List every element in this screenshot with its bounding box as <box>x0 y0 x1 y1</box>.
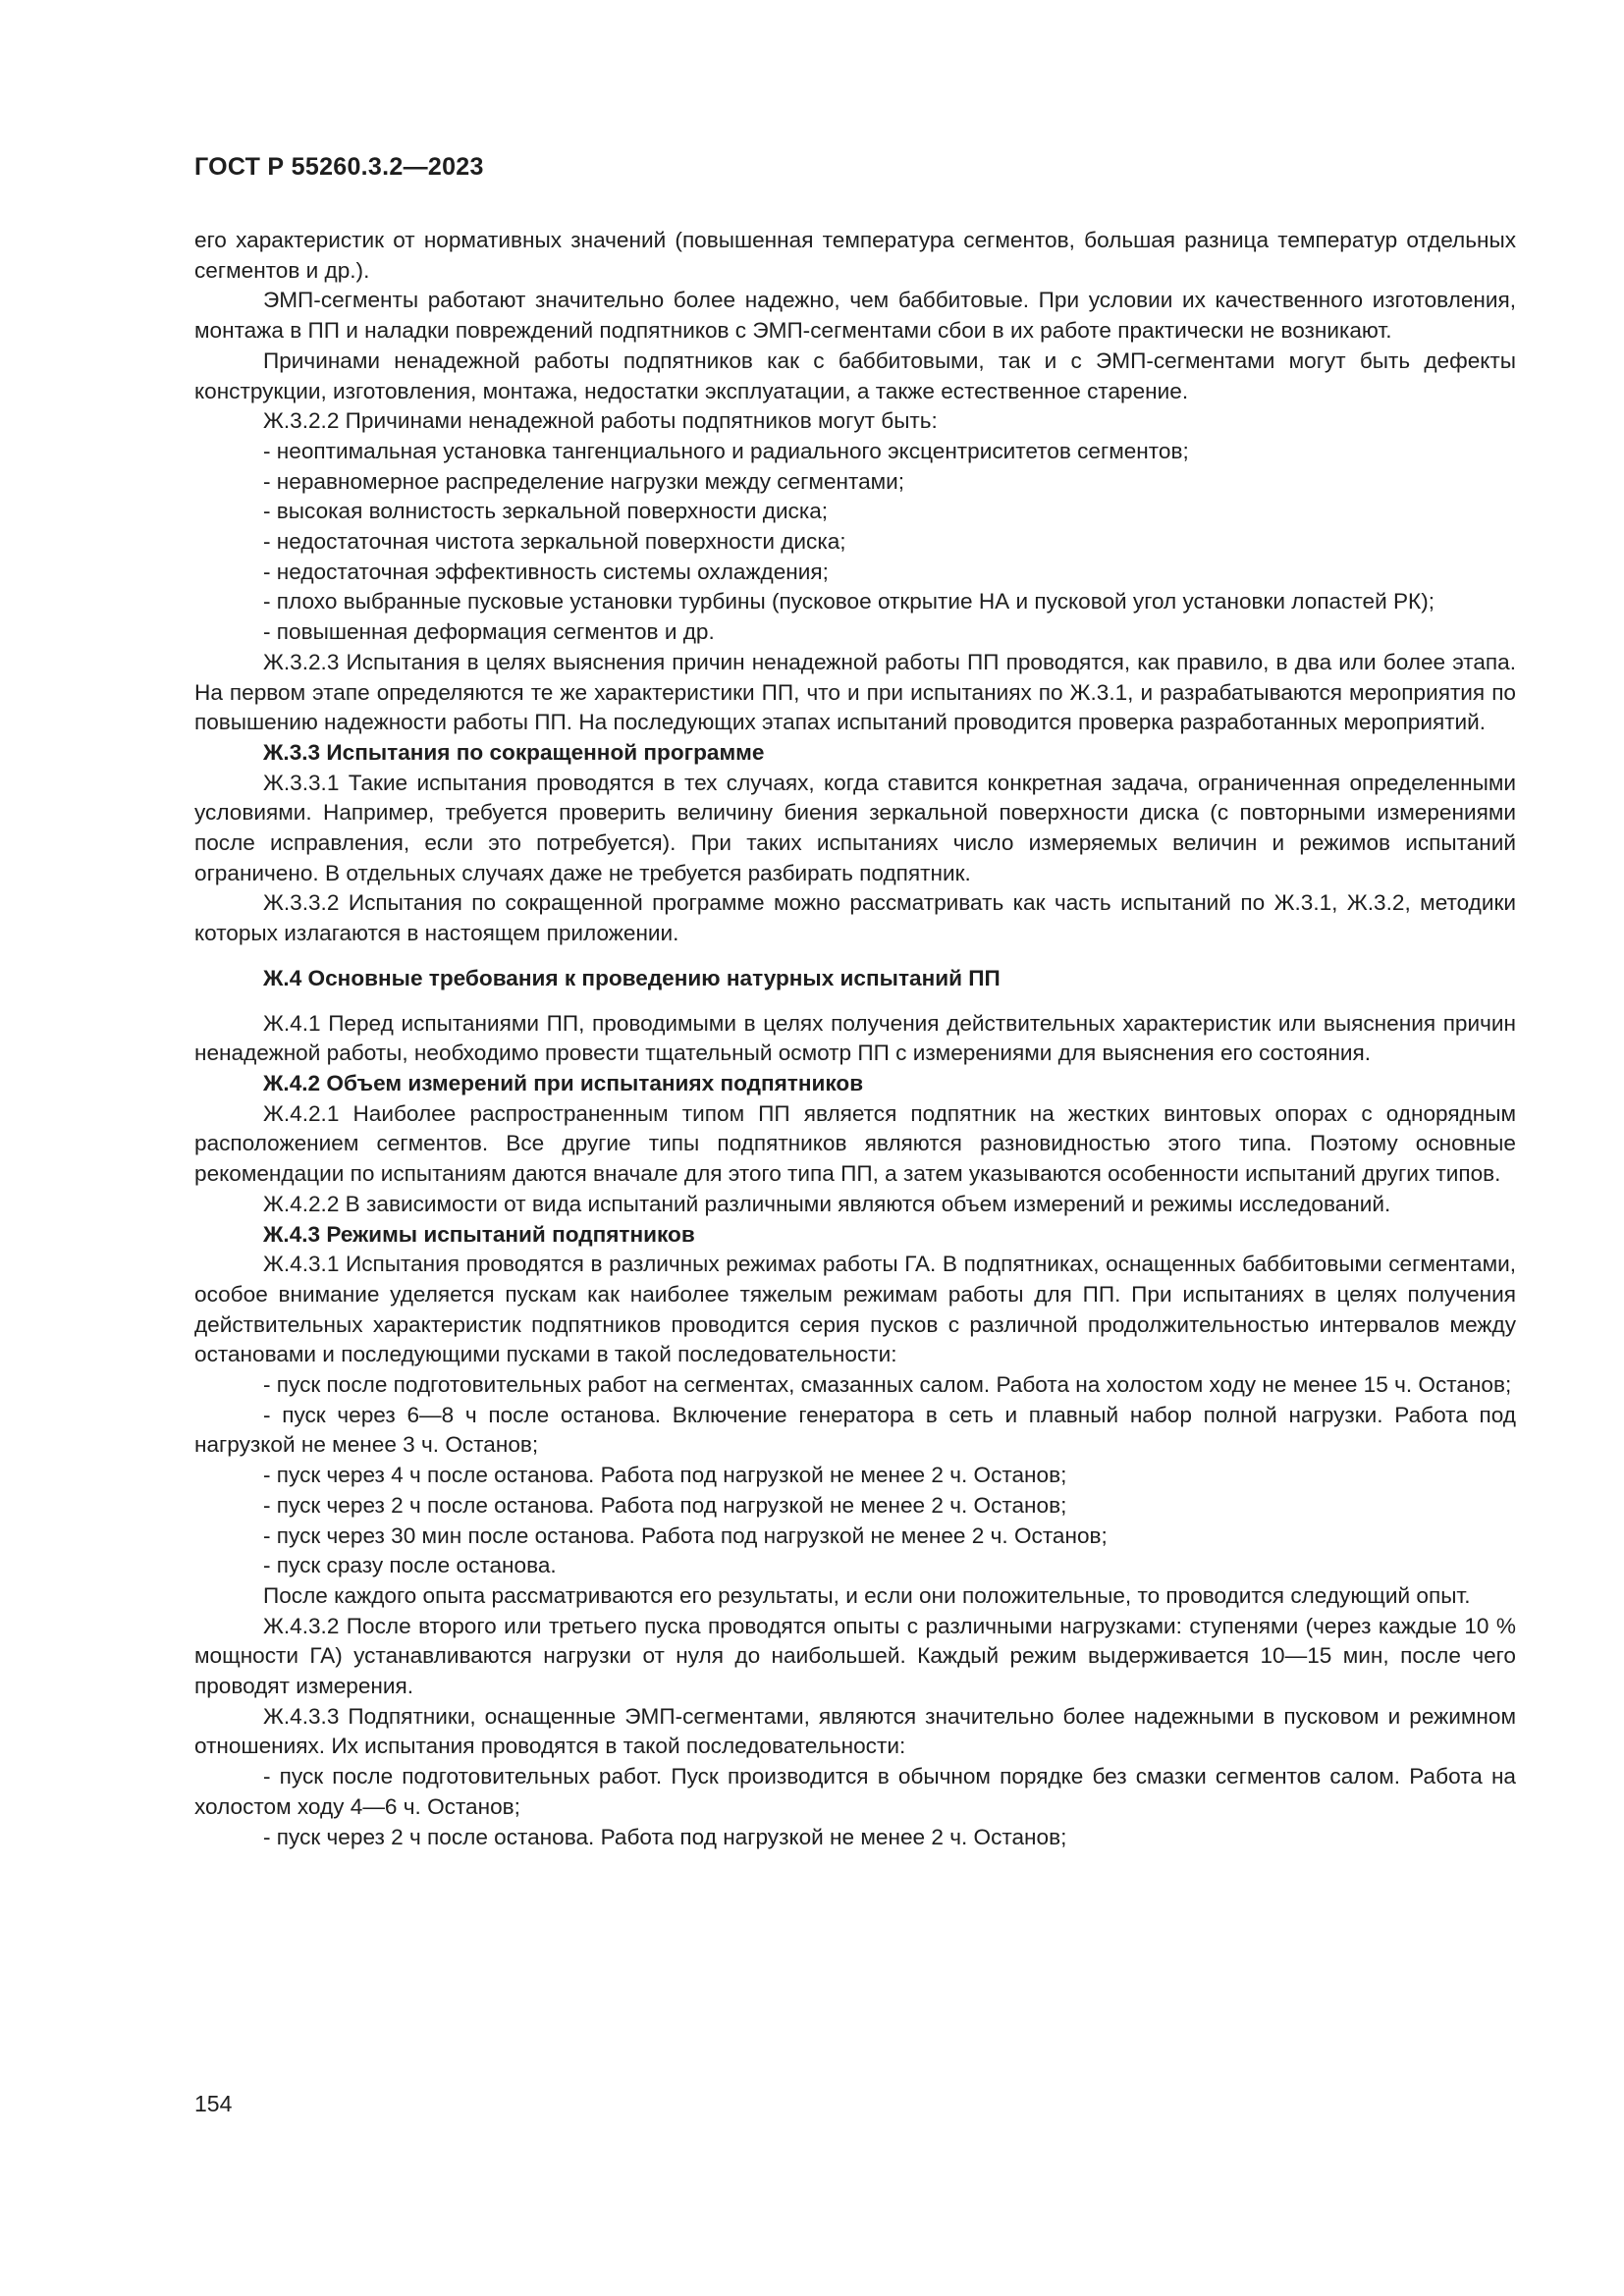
list-item: - неоптимальная установка тангенциального и радиального эксцентриситетов сегментов; <box>263 438 1189 463</box>
clause-zh-3-3-1: Ж.3.3.1 Такие испытания проводятся в тех случаях, когда ставится конкретная задача, ограниченная определенными условиями. Например, требуется проверить величину биения зеркальной поверхности диска (с повторными измерениями после исправления, если это потребуется). При таких испытаниях число измеряемых величин и режимов испытаний ограничено. В отдельных случаях даже не требуется разбирать подпятник. <box>194 770 1516 885</box>
list-item: - плохо выбранные пусковые установки турбины (пусковое открытие НА и пусковой угол установки лопастей РК); <box>263 589 1435 614</box>
document-code-header: ГОСТ Р 55260.3.2—2023 <box>194 153 484 181</box>
list-item: - пуск через 4 ч после останова. Работа под нагрузкой не менее 2 ч. Останов; <box>263 1463 1067 1488</box>
clause-zh-4-2-1: Ж.4.2.1 Наиболее распространенным типом ПП является подпятник на жестких винтовых опорах с однорядным расположением сегментов. Все другие типы подпятников являются разновидностью этого типа. Поэтому основные рекомендации по испытаниям даются вначале для этого типа ПП, а затем указываются особенности испытаний других типов. <box>194 1100 1516 1187</box>
list-item: - повышенная деформация сегментов и др. <box>263 619 715 645</box>
clause-zh-4-1: Ж.4.1 Перед испытаниями ПП, проводимыми в целях получения действительных характеристик или выяснения причин ненадежной работы, необходимо провести тщательный осмотр ПП с измерениями для выяснения его состояния. <box>194 1010 1516 1066</box>
section-heading-zh-3-3: Ж.3.3 Испытания по сокращенной программе <box>263 739 765 765</box>
section-heading-zh-4: Ж.4 Основные требования к проведению натурных испытаний ПП <box>263 965 1001 990</box>
list-item: - пуск после подготовительных работ на сегментах, смазанных салом. Работа на холостом ходу не менее 15 ч. Останов; <box>263 1372 1512 1398</box>
clause-zh-3-2-3: Ж.3.2.3 Испытания в целях выяснения причин ненадежной работы ПП проводятся, как правило, в два или более этапа. На первом этапе определяются те же характеристики ПП, что и при испытаниях по Ж.3.1, и разрабатываются мероприятия по повышению надежности работы ПП. На последующих этапах испытаний проводится проверка разработанных мероприятий. <box>194 649 1516 735</box>
section-heading-zh-4-2: Ж.4.2 Объем измерений при испытаниях подпятников <box>263 1070 864 1095</box>
body-text <box>194 226 1516 1852</box>
paragraph: его характеристик от нормативных значений (повышенная температура сегментов, большая разница температур отдельных сегментов и др.). <box>194 228 1516 283</box>
list-item: - недостаточная чистота зеркальной поверхности диска; <box>263 529 846 555</box>
list-item: - пуск через 2 ч после останова. Работа под нагрузкой не менее 2 ч. Останов; <box>263 1824 1067 1849</box>
clause-zh-4-3-3: Ж.4.3.3 Подпятники, оснащенные ЭМП-сегментами, являются значительно более надежными в пусковом и режимном отношениях. Их испытания проводятся в такой последовательности: <box>194 1703 1516 1759</box>
list-item: - пуск сразу после останова. <box>263 1553 557 1578</box>
list-item: - пуск через 30 мин после останова. Работа под нагрузкой не менее 2 ч. Останов; <box>263 1522 1108 1548</box>
list-item: - недостаточная эффективность системы охлаждения; <box>263 559 829 584</box>
list-item: - пуск через 6—8 ч после останова. Включение генератора в сеть и плавный набор полной нагрузки. Работа под нагрузкой не менее 3 ч. Останов; <box>194 1402 1516 1458</box>
paragraph: После каждого опыта рассматриваются его результаты, и если они положительные, то проводится следующий опыт. <box>263 1582 1471 1608</box>
clause-zh-4-2-2: Ж.4.2.2 В зависимости от вида испытаний различными являются объем измерений и режимы исследований. <box>263 1191 1391 1216</box>
list-item: - пуск после подготовительных работ. Пуск производится в обычном порядке без смазки сегментов салом. Работа на холостом ходу 4—6 ч. Останов; <box>194 1764 1516 1819</box>
list-item: - неравномерное распределение нагрузки между сегментами; <box>263 468 905 494</box>
list-item: - высокая волнистость зеркальной поверхности диска; <box>263 499 829 524</box>
clause-zh-3-2-2: Ж.3.2.2 Причинами ненадежной работы подпятников могут быть: <box>263 408 938 434</box>
paragraph: Причинами ненадежной работы подпятников как с баббитовыми, так и с ЭМП-сегментами могут быть дефекты конструкции, изготовления, монтажа, недостатки эксплуатации, а также естественное старение. <box>194 347 1516 403</box>
clause-zh-4-3-2: Ж.4.3.2 После второго или третьего пуска проводятся опыты с различными нагрузками: ступенями (через каждые 10 % мощности ГА) устанавливаются нагрузки от нуля до наибольшей. Каждый режим выдерживается 10—15 мин, после чего проводят измерения. <box>194 1613 1516 1699</box>
paragraph: ЭМП-сегменты работают значительно более надежно, чем баббитовые. При условии их качественного изготовления, монтажа в ПП и наладки повреждений подпятников с ЭМП-сегментами сбои в их работе практически не возникают. <box>194 288 1516 344</box>
list-item: - пуск через 2 ч после останова. Работа под нагрузкой не менее 2 ч. Останов; <box>263 1492 1067 1518</box>
page-number: 154 <box>194 2091 233 2116</box>
clause-zh-4-3-1: Ж.4.3.1 Испытания проводятся в различных режимах работы ГА. В подпятниках, оснащенных баббитовыми сегментами, особое внимание уделяется пускам как наиболее тяжелым режимам работы для ПП. При испытаниях в целях получения действительных характеристик подпятников проводится серия пусков с различной продолжительностью интервалов между остановами и последующими пусками в такой последовательности: <box>194 1252 1516 1367</box>
section-heading-zh-4-3: Ж.4.3 Режимы испытаний подпятников <box>263 1221 695 1247</box>
clause-zh-3-3-2: Ж.3.3.2 Испытания по сокращенной программе можно рассматривать как часть испытаний по Ж.3.1, Ж.3.2, методики которых излагаются в настоящем приложении. <box>194 890 1516 946</box>
